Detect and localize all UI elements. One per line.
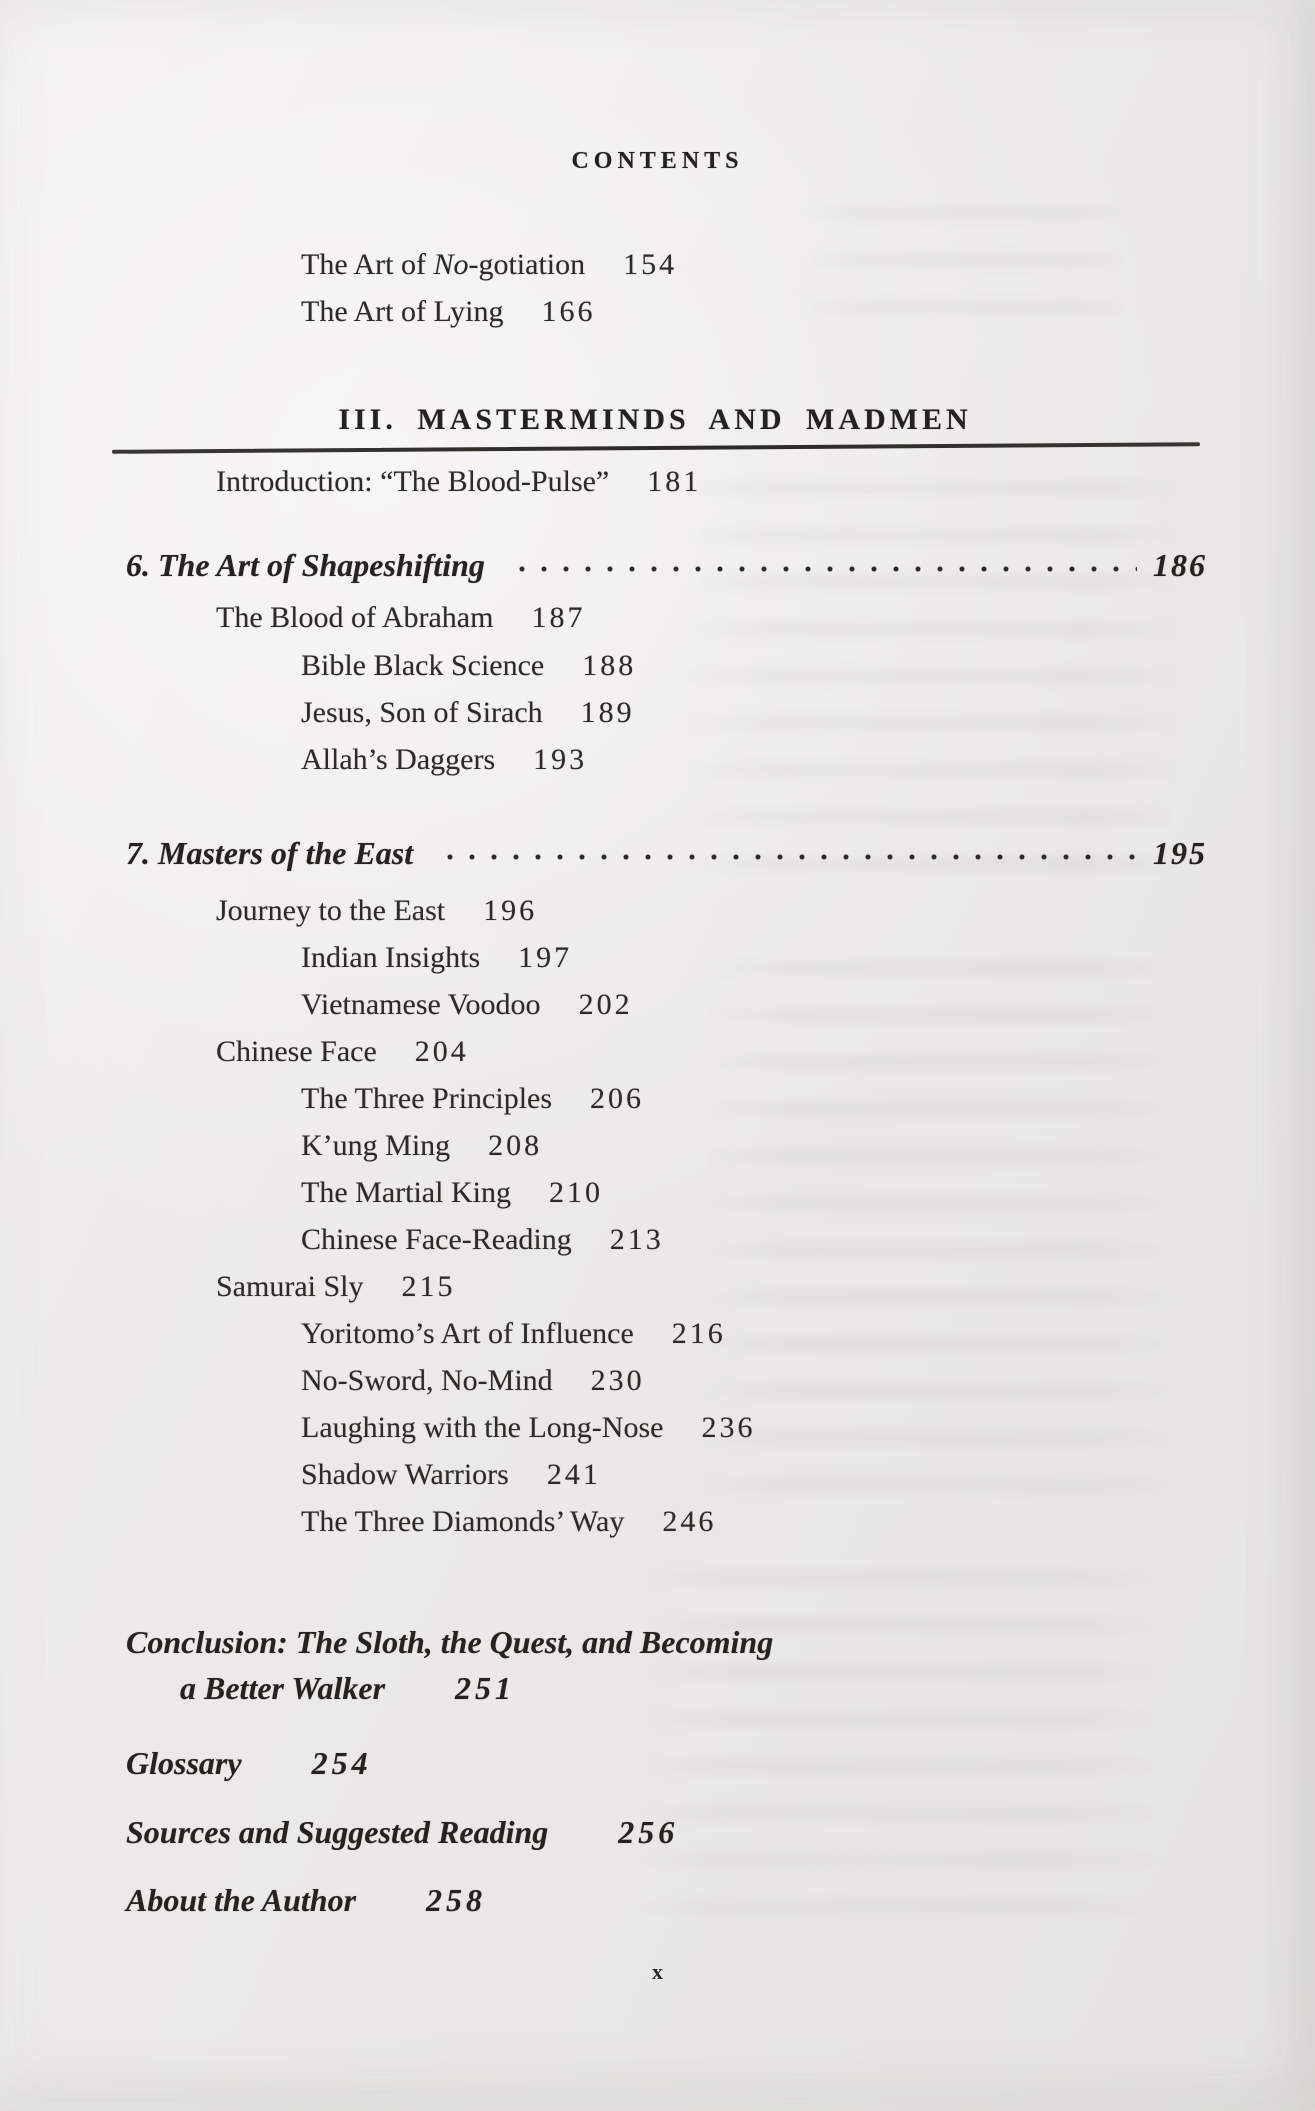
toc-entry-label: Glossary xyxy=(126,1745,242,1781)
toc-entry xyxy=(216,893,537,929)
folio-page-number: x xyxy=(652,1959,663,1984)
toc-entry xyxy=(301,1081,644,1117)
toc-entry xyxy=(301,247,677,283)
page-bleed-through xyxy=(640,1560,1160,1930)
toc-entry-introduction xyxy=(216,464,701,500)
toc-entry-label: Sources and Suggested Reading xyxy=(126,1814,549,1850)
toc-entry-page: 187 xyxy=(531,601,586,634)
toc-entry xyxy=(301,742,587,778)
toc-entry-label: Chinese Face xyxy=(216,1035,377,1068)
toc-entry xyxy=(301,987,633,1023)
page-bleed-through xyxy=(800,195,1130,335)
toc-entry-label: Samurai Sly xyxy=(216,1270,364,1303)
toc-chapter-7 xyxy=(126,833,1207,873)
toc-entry-label: Shadow Warriors xyxy=(301,1458,509,1491)
part-heading: III. MASTERMINDS AND MADMEN xyxy=(338,403,972,436)
chapter-page: 186 xyxy=(1153,547,1207,583)
toc-entry-label: K’ung Ming xyxy=(301,1129,451,1162)
toc-entry-page: 204 xyxy=(414,1035,469,1068)
toc-entry-page: 197 xyxy=(518,941,573,974)
chapter-title: 6. The Art of Shapeshifting xyxy=(126,547,485,583)
toc-entry xyxy=(301,1504,716,1540)
toc-entry-label: Jesus, Son of Sirach xyxy=(301,696,543,729)
toc-entry-page: 216 xyxy=(671,1317,726,1350)
toc-entry-page: 189 xyxy=(580,696,635,729)
toc-entry-page: 254 xyxy=(311,1745,372,1781)
page-title: CONTENTS xyxy=(571,148,744,174)
toc-entry-page: 181 xyxy=(647,465,702,498)
chapter-page: 195 xyxy=(1153,835,1207,871)
toc-entry xyxy=(301,1175,603,1211)
toc-entry-about xyxy=(126,1880,486,1920)
toc-entry-conclusion-line2 xyxy=(180,1668,515,1708)
toc-entry-page: 210 xyxy=(548,1176,603,1209)
toc-entry-label: The Art of Lying xyxy=(301,295,504,328)
toc-entry-label: Introduction: “The Blood-Pulse” xyxy=(216,465,610,498)
toc-entry-page: 258 xyxy=(426,1882,487,1918)
dotted-leader xyxy=(511,563,1137,573)
toc-entry-label: Indian Insights xyxy=(301,941,481,974)
toc-entry xyxy=(301,648,636,684)
toc-entry xyxy=(301,1128,542,1164)
toc-entry-page: 256 xyxy=(618,1814,679,1850)
toc-entry-label: Chinese Face-Reading xyxy=(301,1223,572,1256)
toc-entry xyxy=(301,1410,755,1446)
toc-entry-page: 206 xyxy=(590,1082,645,1115)
toc-entry-glossary xyxy=(126,1743,372,1783)
toc-entry-label: Allah’s Daggers xyxy=(301,743,496,776)
toc-entry-page: 215 xyxy=(401,1270,456,1303)
toc-entry xyxy=(301,294,595,330)
toc-entry-page: 154 xyxy=(623,248,678,281)
toc-entry-sources xyxy=(126,1812,678,1852)
toc-entry-page: 241 xyxy=(546,1458,601,1491)
toc-entry-page: 251 xyxy=(455,1670,516,1706)
toc-entry-page: 213 xyxy=(609,1223,664,1256)
toc-entry-page: 236 xyxy=(701,1411,756,1444)
toc-entry-label: Yoritomo’s Art of Influence xyxy=(301,1317,634,1350)
toc-entry xyxy=(216,1034,469,1070)
toc-entry xyxy=(216,1269,456,1305)
toc-entry-label: No-Sword, No-Mind xyxy=(301,1364,553,1397)
toc-entry-label: The Martial King xyxy=(301,1176,511,1209)
toc-entry-page: 230 xyxy=(590,1364,645,1397)
toc-entry-page: 202 xyxy=(578,988,633,1021)
page-bleed-through xyxy=(700,950,1180,1500)
toc-entry-page: 188 xyxy=(582,649,637,682)
toc-entry-page: 193 xyxy=(533,743,588,776)
toc-entry-label: Laughing with the Long-Nose xyxy=(301,1411,664,1444)
toc-entry-conclusion-line1 xyxy=(126,1622,773,1662)
toc-entry xyxy=(301,1222,664,1258)
toc-entry xyxy=(216,600,585,636)
toc-entry-page: 196 xyxy=(483,894,538,927)
toc-entry-label: The Three Diamonds’ Way xyxy=(301,1505,625,1538)
toc-entry xyxy=(301,940,572,976)
toc-entry-label: Bible Black Science xyxy=(301,649,545,682)
toc-chapter-6 xyxy=(126,545,1207,585)
toc-entry-label: Conclusion: The Sloth, the Quest, and Becoming xyxy=(126,1624,774,1660)
toc-entry xyxy=(301,1363,645,1399)
toc-entry-label: About the Author xyxy=(126,1882,357,1918)
toc-entry-label: The Blood of Abraham xyxy=(216,601,494,634)
chapter-title: 7. Masters of the East xyxy=(126,835,414,871)
toc-entry-label: The Three Principles xyxy=(301,1082,553,1115)
toc-entry-label: The Art of No-gotiation xyxy=(301,248,586,281)
toc-entry xyxy=(301,1457,601,1493)
toc-entry xyxy=(301,1316,726,1352)
toc-entry-page: 246 xyxy=(662,1505,717,1538)
toc-entry-page: 208 xyxy=(488,1129,543,1162)
toc-entry-label: Journey to the East xyxy=(216,894,446,927)
horizontal-rule xyxy=(112,442,1200,453)
toc-entry xyxy=(301,695,635,731)
toc-entry-label: a Better Walker xyxy=(180,1670,386,1706)
toc-entry-label: Vietnamese Voodoo xyxy=(301,988,541,1021)
toc-entry-page: 166 xyxy=(541,295,596,328)
dotted-leader xyxy=(439,851,1137,861)
